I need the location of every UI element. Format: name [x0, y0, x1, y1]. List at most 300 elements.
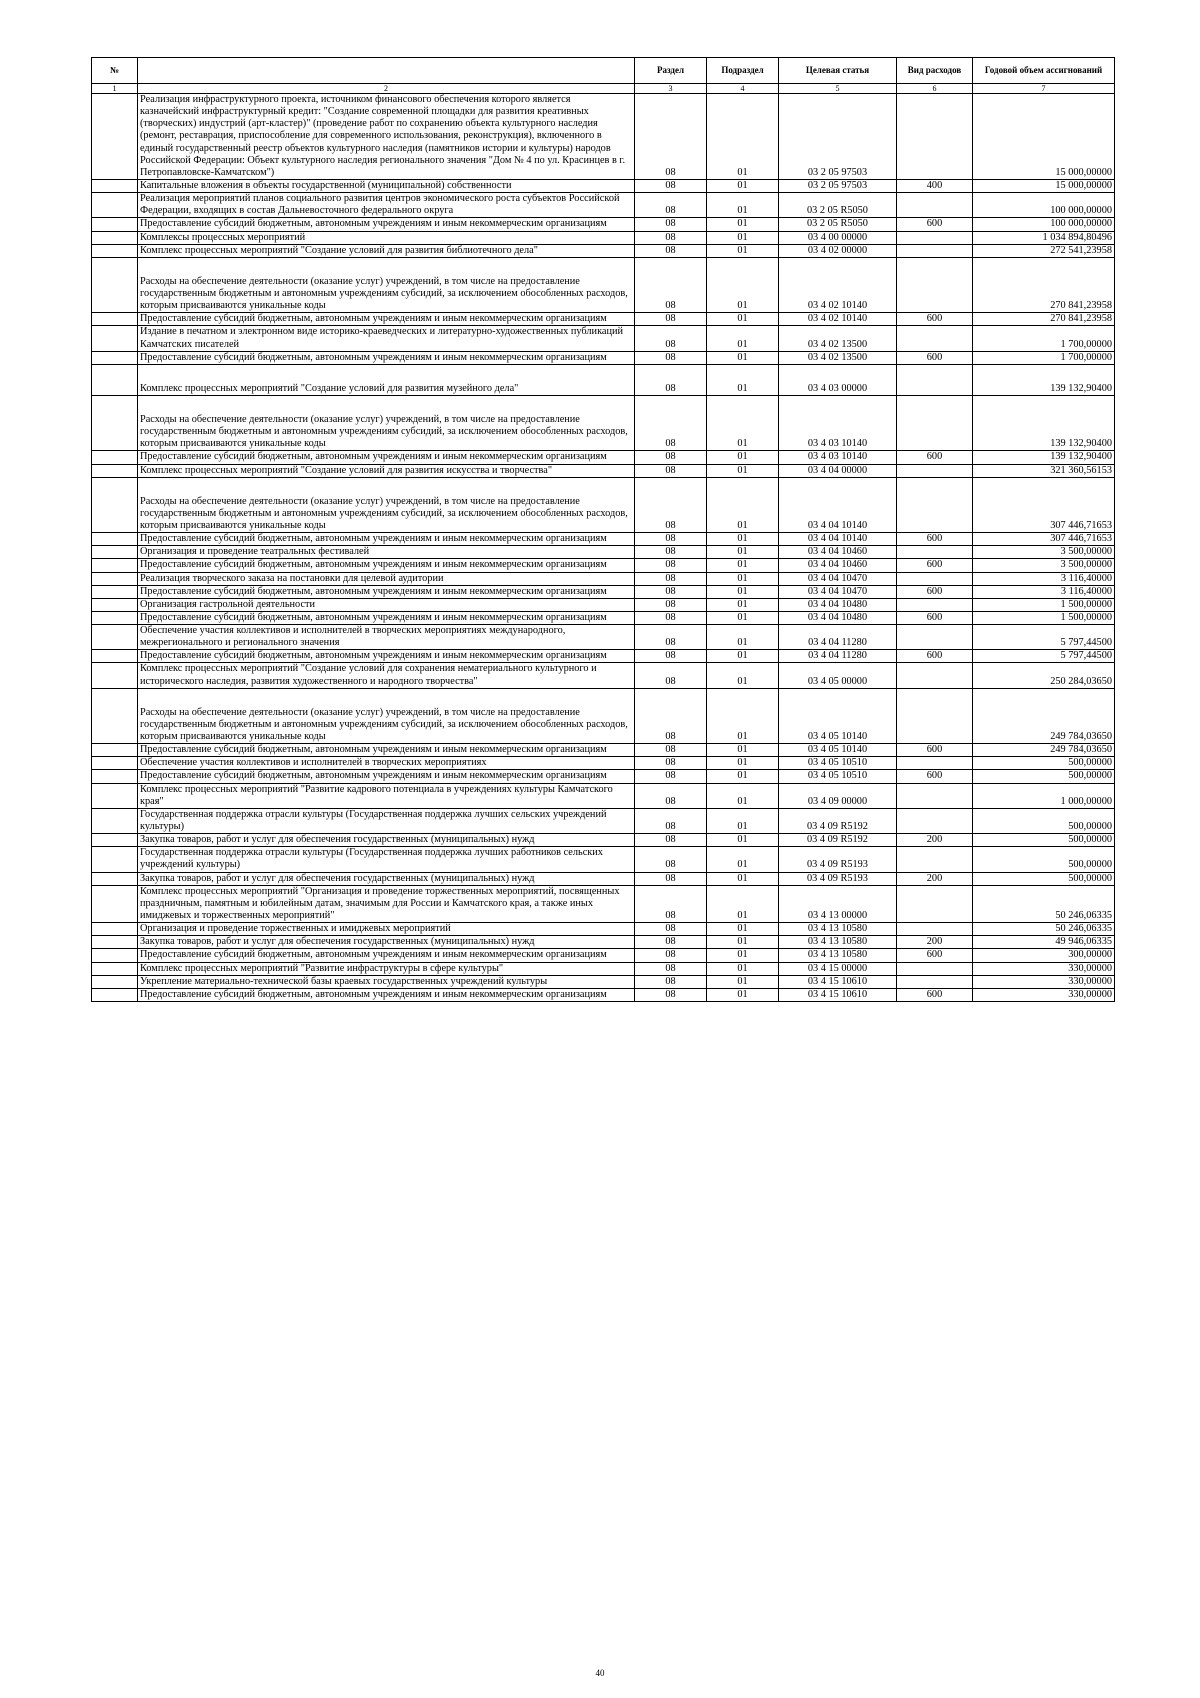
- row-vid-cell: 600: [897, 949, 973, 962]
- row-razdel-cell: 08: [635, 244, 707, 257]
- row-number-cell: [92, 663, 138, 688]
- row-target-cell: 03 4 05 10510: [779, 770, 897, 783]
- row-razdel-cell: 08: [635, 218, 707, 231]
- row-amount-cell: 100 000,00000: [973, 193, 1115, 218]
- row-vid-cell: 600: [897, 744, 973, 757]
- row-amount-cell: 100 000,00000: [973, 218, 1115, 231]
- row-podrazdel-cell: 01: [707, 770, 779, 783]
- row-razdel-cell: 08: [635, 351, 707, 364]
- row-vid-cell: 200: [897, 936, 973, 949]
- row-amount-cell: 1 034 894,80496: [973, 231, 1115, 244]
- row-number-cell: [92, 364, 138, 395]
- table-body: [92, 94, 1115, 1002]
- row-name-cell: Реализация инфраструктурного проекта, источником финансового обеспечения которого является казначейский инфраструктурный кредит: "Создание современной площадки для развития креативных (творческих) индустрий (арт-кластер)" (проведение работ по сохранению объекта культурного наследия (ремонт, реставрация, приспособление для современного использования, реконструкция), включенного в единый государственный реестр объектов культурного наследия (памятников истории и культуры) народов Российской Федерации: Объект культурного наследия регионального значения "Дом № 4 по ул. Красинцев в г. Петропавловске-Камчатском"): [138, 94, 635, 180]
- row-razdel-cell: 08: [635, 326, 707, 351]
- row-razdel-cell: 08: [635, 464, 707, 477]
- row-target-cell: 03 4 02 13500: [779, 351, 897, 364]
- row-name-cell: Комплекс процессных мероприятий "Создание условий для развития музейного дела": [138, 364, 635, 395]
- row-number-cell: [92, 625, 138, 650]
- row-amount-cell: 3 500,00000: [973, 559, 1115, 572]
- row-target-cell: 03 4 04 10460: [779, 559, 897, 572]
- row-podrazdel-cell: 01: [707, 650, 779, 663]
- row-number-cell: [92, 688, 138, 743]
- table-row: [92, 688, 1115, 743]
- row-target-cell: 03 2 05 R5050: [779, 193, 897, 218]
- row-vid-cell: [897, 757, 973, 770]
- row-amount-cell: 3 116,40000: [973, 585, 1115, 598]
- row-podrazdel-cell: 01: [707, 688, 779, 743]
- table-row: [92, 783, 1115, 808]
- row-target-cell: 03 4 13 10580: [779, 949, 897, 962]
- row-vid-cell: [897, 625, 973, 650]
- table-row: [92, 585, 1115, 598]
- row-vid-cell: [897, 231, 973, 244]
- row-name-cell: Расходы на обеспечение деятельности (оказание услуг) учреждений, в том числе на предоставление государственным бюджетным и автономным учреждениям субсидий, за исключением обособленных расходов, которым присваиваются уникальные коды: [138, 688, 635, 743]
- table-row: [92, 936, 1115, 949]
- row-target-cell: 03 4 15 10610: [779, 975, 897, 988]
- row-name-cell: Реализация мероприятий планов социального развития центров экономического роста субъектов Российской Федерации, входящих в состав Дальневосточного федерального округа: [138, 193, 635, 218]
- table-row: [92, 351, 1115, 364]
- row-vid-cell: [897, 244, 973, 257]
- table-row: [92, 326, 1115, 351]
- table-row: [92, 193, 1115, 218]
- table-row: [92, 464, 1115, 477]
- header-razdel: Раздел: [635, 58, 707, 84]
- row-podrazdel-cell: 01: [707, 962, 779, 975]
- row-razdel-cell: 08: [635, 847, 707, 872]
- row-vid-cell: 600: [897, 559, 973, 572]
- row-podrazdel-cell: 01: [707, 218, 779, 231]
- row-amount-cell: 300,00000: [973, 949, 1115, 962]
- row-target-cell: 03 4 05 10510: [779, 757, 897, 770]
- row-target-cell: 03 2 05 97503: [779, 179, 897, 192]
- table-row: [92, 533, 1115, 546]
- row-name-cell: Комплекс процессных мероприятий "Развитие кадрового потенциала в учреждениях культуры Камчатского края": [138, 783, 635, 808]
- row-name-cell: Комплекс процессных мероприятий "Создание условий для развития библиотечного дела": [138, 244, 635, 257]
- row-number-cell: [92, 546, 138, 559]
- row-amount-cell: 139 132,90400: [973, 395, 1115, 450]
- row-target-cell: 03 4 02 00000: [779, 244, 897, 257]
- table-row: [92, 572, 1115, 585]
- row-razdel-cell: 08: [635, 688, 707, 743]
- row-podrazdel-cell: 01: [707, 923, 779, 936]
- row-podrazdel-cell: 01: [707, 572, 779, 585]
- row-target-cell: 03 4 03 10140: [779, 451, 897, 464]
- row-razdel-cell: 08: [635, 598, 707, 611]
- row-amount-cell: 307 446,71653: [973, 477, 1115, 532]
- row-razdel-cell: 08: [635, 585, 707, 598]
- row-razdel-cell: 08: [635, 936, 707, 949]
- table-row: [92, 598, 1115, 611]
- row-podrazdel-cell: 01: [707, 847, 779, 872]
- row-amount-cell: 500,00000: [973, 847, 1115, 872]
- row-podrazdel-cell: 01: [707, 975, 779, 988]
- row-razdel-cell: 08: [635, 451, 707, 464]
- row-amount-cell: 50 246,06335: [973, 885, 1115, 922]
- row-target-cell: 03 4 02 13500: [779, 326, 897, 351]
- table-row: [92, 962, 1115, 975]
- row-razdel-cell: 08: [635, 650, 707, 663]
- row-razdel-cell: 08: [635, 757, 707, 770]
- row-razdel-cell: 08: [635, 395, 707, 450]
- row-razdel-cell: 08: [635, 663, 707, 688]
- row-podrazdel-cell: 01: [707, 546, 779, 559]
- row-vid-cell: [897, 962, 973, 975]
- table-row: [92, 231, 1115, 244]
- row-razdel-cell: 08: [635, 625, 707, 650]
- row-number-cell: [92, 585, 138, 598]
- row-razdel-cell: 08: [635, 94, 707, 180]
- row-name-cell: Закупка товаров, работ и услуг для обеспечения государственных (муниципальных) нужд: [138, 834, 635, 847]
- row-number-cell: [92, 395, 138, 450]
- table-row: [92, 650, 1115, 663]
- row-name-cell: Предоставление субсидий бюджетным, автономным учреждениям и иным некоммерческим организациям: [138, 451, 635, 464]
- row-amount-cell: 1 700,00000: [973, 351, 1115, 364]
- row-target-cell: 03 4 04 00000: [779, 464, 897, 477]
- table-row: [92, 546, 1115, 559]
- header-vid: Вид расходов: [897, 58, 973, 84]
- row-vid-cell: [897, 364, 973, 395]
- row-podrazdel-cell: 01: [707, 885, 779, 922]
- row-target-cell: 03 4 03 10140: [779, 395, 897, 450]
- row-vid-cell: [897, 783, 973, 808]
- row-number-cell: [92, 533, 138, 546]
- row-target-cell: 03 4 04 10470: [779, 585, 897, 598]
- row-target-cell: 03 4 02 10140: [779, 313, 897, 326]
- row-vid-cell: [897, 923, 973, 936]
- column-number-row: [92, 84, 1115, 94]
- row-podrazdel-cell: 01: [707, 872, 779, 885]
- row-name-cell: Капитальные вложения в объекты государственной (муниципальной) собственности: [138, 179, 635, 192]
- row-vid-cell: [897, 546, 973, 559]
- table-row: [92, 477, 1115, 532]
- budget-table: [91, 57, 1115, 1002]
- row-razdel-cell: 08: [635, 885, 707, 922]
- row-number-cell: [92, 757, 138, 770]
- row-name-cell: Комплексы процессных мероприятий: [138, 231, 635, 244]
- row-number-cell: [92, 572, 138, 585]
- row-name-cell: Укрепление материально-технической базы краевых государственных учреждений культуры: [138, 975, 635, 988]
- row-vid-cell: [897, 688, 973, 743]
- row-number-cell: [92, 231, 138, 244]
- row-target-cell: 03 4 05 10140: [779, 744, 897, 757]
- table-row: [92, 757, 1115, 770]
- row-target-cell: 03 4 04 10480: [779, 598, 897, 611]
- row-amount-cell: 272 541,23958: [973, 244, 1115, 257]
- row-razdel-cell: 08: [635, 231, 707, 244]
- table-row: [92, 559, 1115, 572]
- row-podrazdel-cell: 01: [707, 179, 779, 192]
- row-vid-cell: [897, 975, 973, 988]
- row-amount-cell: 49 946,06335: [973, 936, 1115, 949]
- row-podrazdel-cell: 01: [707, 326, 779, 351]
- column-number: 2: [138, 84, 635, 94]
- row-razdel-cell: 08: [635, 179, 707, 192]
- row-number-cell: [92, 949, 138, 962]
- row-podrazdel-cell: 01: [707, 611, 779, 624]
- row-podrazdel-cell: 01: [707, 451, 779, 464]
- row-podrazdel-cell: 01: [707, 598, 779, 611]
- column-number: 6: [897, 84, 973, 94]
- row-amount-cell: 330,00000: [973, 988, 1115, 1001]
- row-amount-cell: 3 116,40000: [973, 572, 1115, 585]
- row-name-cell: Реализация творческого заказа на постановки для целевой аудитории: [138, 572, 635, 585]
- row-podrazdel-cell: 01: [707, 808, 779, 833]
- column-number: 5: [779, 84, 897, 94]
- table-row: [92, 364, 1115, 395]
- row-vid-cell: 600: [897, 585, 973, 598]
- row-razdel-cell: 08: [635, 975, 707, 988]
- row-podrazdel-cell: 01: [707, 744, 779, 757]
- row-podrazdel-cell: 01: [707, 395, 779, 450]
- row-vid-cell: 600: [897, 650, 973, 663]
- row-amount-cell: 15 000,00000: [973, 179, 1115, 192]
- row-amount-cell: 5 797,44500: [973, 625, 1115, 650]
- row-vid-cell: [897, 193, 973, 218]
- row-target-cell: 03 4 15 00000: [779, 962, 897, 975]
- row-vid-cell: 600: [897, 533, 973, 546]
- row-podrazdel-cell: 01: [707, 313, 779, 326]
- row-target-cell: 03 4 04 10470: [779, 572, 897, 585]
- table-row: [92, 975, 1115, 988]
- row-razdel-cell: 08: [635, 364, 707, 395]
- row-vid-cell: 600: [897, 451, 973, 464]
- table-row: [92, 244, 1115, 257]
- table-row: [92, 451, 1115, 464]
- row-target-cell: 03 4 05 10140: [779, 688, 897, 743]
- page-number: 40: [595, 1668, 605, 1678]
- row-number-cell: [92, 783, 138, 808]
- row-vid-cell: [897, 663, 973, 688]
- row-vid-cell: 600: [897, 351, 973, 364]
- row-podrazdel-cell: 01: [707, 988, 779, 1001]
- row-target-cell: 03 4 09 R5193: [779, 847, 897, 872]
- row-amount-cell: 249 784,03650: [973, 744, 1115, 757]
- row-name-cell: Издание в печатном и электронном виде историко-краеведческих и литературно-художественных публикаций Камчатских писателей: [138, 326, 635, 351]
- table-row: [92, 625, 1115, 650]
- row-name-cell: Предоставление субсидий бюджетным, автономным учреждениям и иным некоммерческим организациям: [138, 218, 635, 231]
- table-row: [92, 218, 1115, 231]
- row-number-cell: [92, 808, 138, 833]
- row-number-cell: [92, 451, 138, 464]
- row-amount-cell: 500,00000: [973, 834, 1115, 847]
- row-podrazdel-cell: 01: [707, 625, 779, 650]
- row-amount-cell: 270 841,23958: [973, 313, 1115, 326]
- column-number: 3: [635, 84, 707, 94]
- row-name-cell: Организация гастрольной деятельности: [138, 598, 635, 611]
- row-number-cell: [92, 962, 138, 975]
- column-number: 4: [707, 84, 779, 94]
- table-row: [92, 257, 1115, 312]
- row-razdel-cell: 08: [635, 572, 707, 585]
- row-amount-cell: 500,00000: [973, 808, 1115, 833]
- row-number-cell: [92, 975, 138, 988]
- row-name-cell: Комплекс процессных мероприятий "Развитие инфраструктуры в сфере культуры": [138, 962, 635, 975]
- row-target-cell: 03 2 05 97503: [779, 94, 897, 180]
- row-number-cell: [92, 313, 138, 326]
- row-target-cell: 03 4 03 00000: [779, 364, 897, 395]
- table-row: [92, 663, 1115, 688]
- row-name-cell: Организация и проведение торжественных и имиджевых мероприятий: [138, 923, 635, 936]
- row-number-cell: [92, 559, 138, 572]
- row-amount-cell: 250 284,03650: [973, 663, 1115, 688]
- row-name-cell: Предоставление субсидий бюджетным, автономным учреждениям и иным некоммерческим организациям: [138, 585, 635, 598]
- row-razdel-cell: 08: [635, 783, 707, 808]
- row-number-cell: [92, 770, 138, 783]
- row-podrazdel-cell: 01: [707, 231, 779, 244]
- row-razdel-cell: 08: [635, 477, 707, 532]
- row-amount-cell: 330,00000: [973, 962, 1115, 975]
- row-podrazdel-cell: 01: [707, 757, 779, 770]
- row-number-cell: [92, 477, 138, 532]
- row-name-cell: Предоставление субсидий бюджетным, автономным учреждениям и иным некоммерческим организациям: [138, 611, 635, 624]
- row-vid-cell: [897, 808, 973, 833]
- row-amount-cell: 330,00000: [973, 975, 1115, 988]
- row-podrazdel-cell: 01: [707, 257, 779, 312]
- row-amount-cell: 139 132,90400: [973, 451, 1115, 464]
- row-target-cell: 03 4 04 11280: [779, 625, 897, 650]
- table-row: [92, 313, 1115, 326]
- row-amount-cell: 1 700,00000: [973, 326, 1115, 351]
- row-razdel-cell: 08: [635, 546, 707, 559]
- row-target-cell: 03 4 13 10580: [779, 936, 897, 949]
- row-podrazdel-cell: 01: [707, 559, 779, 572]
- row-number-cell: [92, 326, 138, 351]
- row-target-cell: 03 4 04 10140: [779, 477, 897, 532]
- row-number-cell: [92, 94, 138, 180]
- column-number: 7: [973, 84, 1115, 94]
- row-target-cell: 03 4 13 00000: [779, 885, 897, 922]
- row-vid-cell: 600: [897, 218, 973, 231]
- row-name-cell: Предоставление субсидий бюджетным, автономным учреждениям и иным некоммерческим организациям: [138, 351, 635, 364]
- row-vid-cell: 600: [897, 988, 973, 1001]
- row-target-cell: 03 4 04 11280: [779, 650, 897, 663]
- row-number-cell: [92, 464, 138, 477]
- row-amount-cell: 3 500,00000: [973, 546, 1115, 559]
- row-amount-cell: 1 500,00000: [973, 598, 1115, 611]
- row-target-cell: 03 4 04 10140: [779, 533, 897, 546]
- row-razdel-cell: 08: [635, 834, 707, 847]
- header-number: №: [92, 58, 138, 84]
- row-podrazdel-cell: 01: [707, 936, 779, 949]
- table-row: [92, 923, 1115, 936]
- row-name-cell: Комплекс процессных мероприятий "Создание условий для развития искусства и творчества": [138, 464, 635, 477]
- row-podrazdel-cell: 01: [707, 477, 779, 532]
- row-name-cell: Предоставление субсидий бюджетным, автономным учреждениям и иным некоммерческим организациям: [138, 559, 635, 572]
- row-target-cell: 03 4 13 10580: [779, 923, 897, 936]
- table-row: [92, 770, 1115, 783]
- row-vid-cell: [897, 885, 973, 922]
- row-name-cell: Предоставление субсидий бюджетным, автономным учреждениям и иным некоммерческим организациям: [138, 770, 635, 783]
- row-razdel-cell: 08: [635, 872, 707, 885]
- row-razdel-cell: 08: [635, 559, 707, 572]
- row-name-cell: Закупка товаров, работ и услуг для обеспечения государственных (муниципальных) нужд: [138, 872, 635, 885]
- row-number-cell: [92, 872, 138, 885]
- row-amount-cell: 15 000,00000: [973, 94, 1115, 180]
- row-vid-cell: [897, 477, 973, 532]
- row-podrazdel-cell: 01: [707, 585, 779, 598]
- row-amount-cell: 5 797,44500: [973, 650, 1115, 663]
- row-podrazdel-cell: 01: [707, 533, 779, 546]
- table-row: [92, 885, 1115, 922]
- row-number-cell: [92, 611, 138, 624]
- row-target-cell: 03 4 09 00000: [779, 783, 897, 808]
- row-target-cell: 03 4 02 10140: [779, 257, 897, 312]
- row-target-cell: 03 2 05 R5050: [779, 218, 897, 231]
- table-row: [92, 949, 1115, 962]
- row-number-cell: [92, 923, 138, 936]
- row-target-cell: 03 4 09 R5192: [779, 808, 897, 833]
- row-name-cell: Расходы на обеспечение деятельности (оказание услуг) учреждений, в том числе на предоставление государственным бюджетным и автономным учреждениям субсидий, за исключением обособленных расходов, которым присваиваются уникальные коды: [138, 395, 635, 450]
- row-target-cell: 03 4 00 00000: [779, 231, 897, 244]
- row-amount-cell: 500,00000: [973, 757, 1115, 770]
- table-row: [92, 808, 1115, 833]
- row-name-cell: Государственная поддержка отрасли культуры (Государственная поддержка лучших сельских учреждений культуры): [138, 808, 635, 833]
- row-amount-cell: 270 841,23958: [973, 257, 1115, 312]
- row-target-cell: 03 4 05 00000: [779, 663, 897, 688]
- row-razdel-cell: 08: [635, 962, 707, 975]
- table-row: [92, 744, 1115, 757]
- row-number-cell: [92, 218, 138, 231]
- column-number: 1: [92, 84, 138, 94]
- row-podrazdel-cell: 01: [707, 244, 779, 257]
- row-podrazdel-cell: 01: [707, 663, 779, 688]
- row-podrazdel-cell: 01: [707, 464, 779, 477]
- row-number-cell: [92, 885, 138, 922]
- row-podrazdel-cell: 01: [707, 783, 779, 808]
- row-number-cell: [92, 744, 138, 757]
- row-amount-cell: 1 000,00000: [973, 783, 1115, 808]
- row-number-cell: [92, 988, 138, 1001]
- table-row: [92, 988, 1115, 1001]
- row-vid-cell: [897, 326, 973, 351]
- row-amount-cell: 307 446,71653: [973, 533, 1115, 546]
- row-name-cell: Комплекс процессных мероприятий "Создание условий для сохранения нематериального культурного и исторического наследия, развития художественного и народного творчества": [138, 663, 635, 688]
- row-number-cell: [92, 179, 138, 192]
- header-target: Целевая статья: [779, 58, 897, 84]
- row-razdel-cell: 08: [635, 988, 707, 1001]
- row-amount-cell: 139 132,90400: [973, 364, 1115, 395]
- row-amount-cell: 50 246,06335: [973, 923, 1115, 936]
- row-amount-cell: 1 500,00000: [973, 611, 1115, 624]
- row-amount-cell: 500,00000: [973, 770, 1115, 783]
- row-razdel-cell: 08: [635, 923, 707, 936]
- row-name-cell: Расходы на обеспечение деятельности (оказание услуг) учреждений, в том числе на предоставление государственным бюджетным и автономным учреждениям субсидий, за исключением обособленных расходов, которым присваиваются уникальные коды: [138, 477, 635, 532]
- row-amount-cell: 249 784,03650: [973, 688, 1115, 743]
- row-podrazdel-cell: 01: [707, 949, 779, 962]
- row-razdel-cell: 08: [635, 611, 707, 624]
- row-number-cell: [92, 936, 138, 949]
- row-name-cell: Организация и проведение театральных фестивалей: [138, 546, 635, 559]
- row-target-cell: 03 4 09 R5193: [779, 872, 897, 885]
- row-name-cell: Обеспечение участия коллективов и исполнителей в творческих мероприятиях международного, межрегионального и регионального значения: [138, 625, 635, 650]
- row-podrazdel-cell: 01: [707, 834, 779, 847]
- row-vid-cell: 600: [897, 611, 973, 624]
- row-razdel-cell: 08: [635, 744, 707, 757]
- table-row: [92, 611, 1115, 624]
- row-name-cell: Обеспечение участия коллективов и исполнителей в творческих мероприятиях: [138, 757, 635, 770]
- row-vid-cell: [897, 94, 973, 180]
- row-name-cell: Комплекс процессных мероприятий "Организация и проведение торжественных мероприятий, посвященных праздничным, памятным и юбилейным датам, значимым для России и Камчатского края, а также иных имиджевых и торжественных мероприятий": [138, 885, 635, 922]
- row-podrazdel-cell: 01: [707, 351, 779, 364]
- row-target-cell: 03 4 09 R5192: [779, 834, 897, 847]
- row-amount-cell: 321 360,56153: [973, 464, 1115, 477]
- row-razdel-cell: 08: [635, 770, 707, 783]
- row-number-cell: [92, 834, 138, 847]
- row-number-cell: [92, 847, 138, 872]
- row-number-cell: [92, 193, 138, 218]
- row-name-cell: Предоставление субсидий бюджетным, автономным учреждениям и иным некоммерческим организациям: [138, 949, 635, 962]
